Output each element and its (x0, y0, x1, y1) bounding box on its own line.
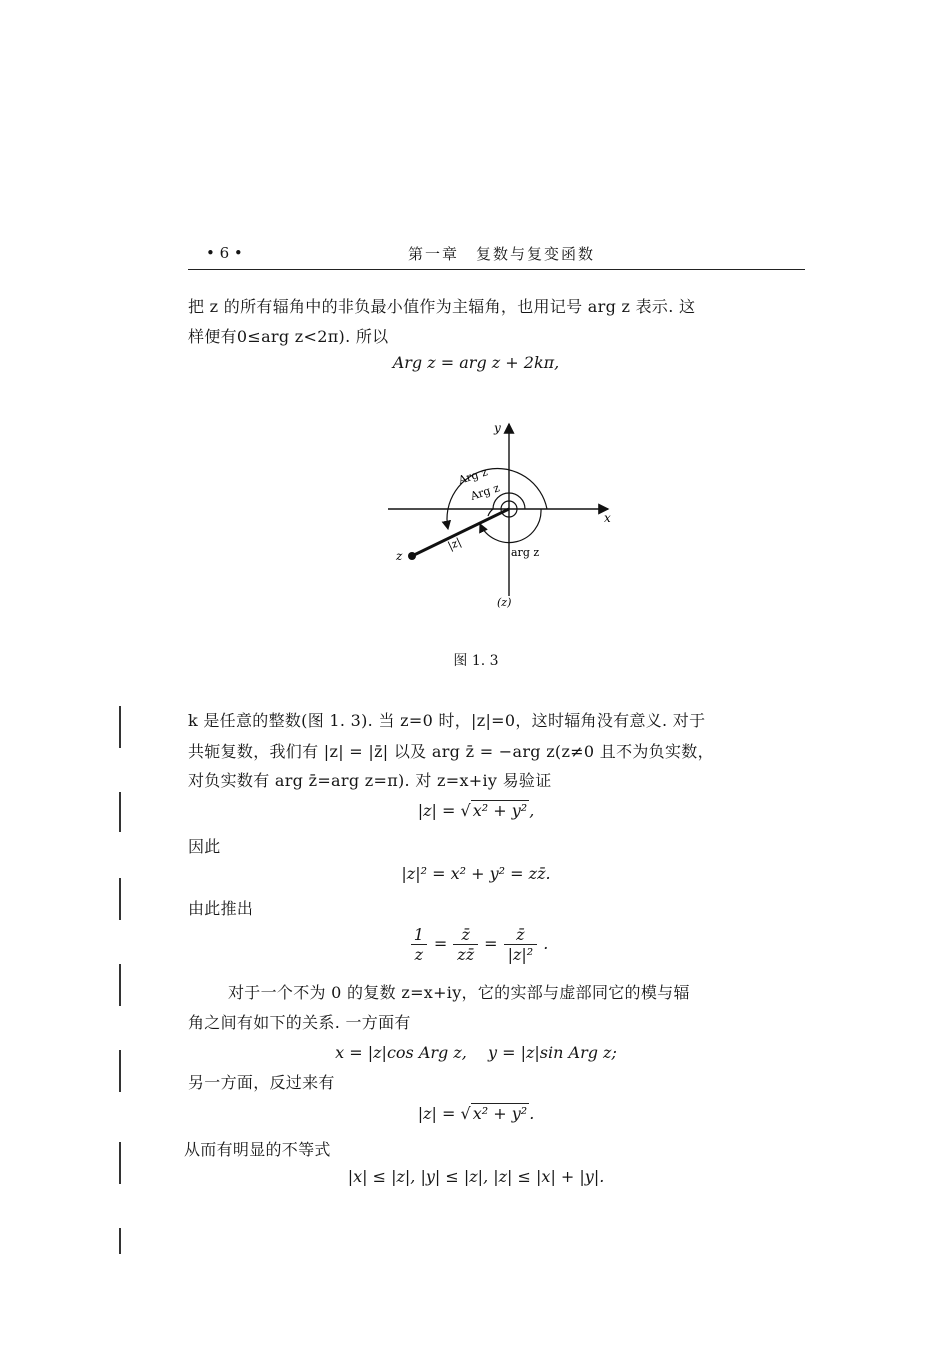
label-arg-outer: Arg z (456, 465, 490, 487)
frac-3 (504, 925, 538, 964)
label-arg-inner: Arg z (468, 481, 502, 503)
label-plane: (z) (497, 596, 512, 609)
paragraph-1-line-1: 把 z 的所有辐角中的非负最小值作为主辐角，也用记号 arg z 表示. 这 (188, 297, 696, 316)
frac-1-num: 1 (413, 925, 424, 944)
margin-mark-5 (119, 1050, 121, 1092)
paragraph-4: 另一方面，反过来有 (188, 1073, 335, 1092)
margin-mark-1 (119, 706, 121, 748)
frac-1-den: z (411, 944, 427, 964)
label-y: y (494, 421, 501, 435)
equation-polar: x = |z|cos Arg z, y = |z|sin Arg z; (335, 1043, 617, 1062)
chapter-title: 第一章 复数与复变函数 (408, 245, 596, 263)
figure-caption: 图 1. 3 (453, 653, 499, 669)
equation-modulus: |z| = √ x² + y² , (417, 801, 535, 820)
frac-2-den: zz̄ (453, 944, 478, 964)
equation-reciprocal: $\frac{1}{z}$ = $\frac{z̄}{zz̄}$ = $\frac{z̄}{\text{|z|²}}$ . (0, 925, 952, 973)
eq2-left: |z| = (417, 801, 461, 820)
paragraph-2-line-1: k 是任意的整数(图 1. 3). 当 z=0 时，|z|=0，这时辐角没有意义. 对于 (188, 711, 706, 730)
frac-2 (453, 925, 478, 964)
eq6-end: . (529, 1104, 535, 1123)
eq2-radicand: x² + y² (472, 801, 528, 820)
margin-mark-3 (119, 878, 121, 920)
equation-inequalities: |x| ≤ |z|, |y| ≤ |z|, |z| ≤ |x| + |y|. (347, 1167, 605, 1186)
margin-mark-7 (119, 1228, 121, 1254)
word-youci: 由此推出 (188, 899, 254, 918)
margin-mark-4 (119, 964, 121, 1006)
frac-3-num: z̄ (516, 925, 525, 944)
arc-inner (488, 493, 525, 516)
modulus-segment (412, 509, 509, 556)
figure-1-3 (380, 416, 620, 616)
margin-mark-2 (119, 792, 121, 832)
frac-1 (410, 925, 428, 964)
paragraph-3-line-1: 对于一个不为 0 的复数 z=x+iy，它的实部与虚部同它的模与辐 (228, 983, 690, 1002)
paragraph-5: 从而有明显的不等式 (184, 1140, 331, 1159)
word-yinci: 因此 (188, 837, 221, 856)
point-z (408, 552, 416, 560)
eq4-end: . (543, 934, 549, 953)
header-rule (188, 269, 805, 270)
equation-arg: Arg z = arg z + 2kπ, (392, 353, 560, 372)
label-modulus: |z| (445, 535, 464, 553)
paragraph-1-line-2: 样便有0≤arg z<2π). 所以 (188, 327, 389, 346)
margin-mark-6 (119, 1142, 121, 1184)
eq2-end: , (529, 801, 535, 820)
frac-3-den: |z|² (504, 944, 538, 964)
label-z-point: z (396, 549, 403, 563)
equation-modulus-squared: |z|² = x² + y² = zz̄. (401, 864, 551, 883)
paragraph-3-line-2: 角之间有如下的关系. 一方面有 (188, 1013, 411, 1032)
eq6-radicand: x² + y² (472, 1104, 528, 1123)
label-x: x (604, 511, 611, 525)
page-number: • 6 • (206, 244, 243, 262)
paragraph-2-line-3: 对负实数有 arg z̄=arg z=π). 对 z=x+iy 易验证 (188, 771, 552, 790)
eq6-left: |z| = (417, 1104, 461, 1123)
equation-modulus-2: |z| = √ x² + y² . (417, 1104, 535, 1123)
frac-2-num: z̄ (461, 925, 470, 944)
label-arg-main: arg z (511, 546, 540, 559)
paragraph-2-line-2: 共轭复数，我们有 |z| = |z̄| 以及 arg z̄ = −arg z(z≠0 且不为负实数， (188, 742, 714, 761)
